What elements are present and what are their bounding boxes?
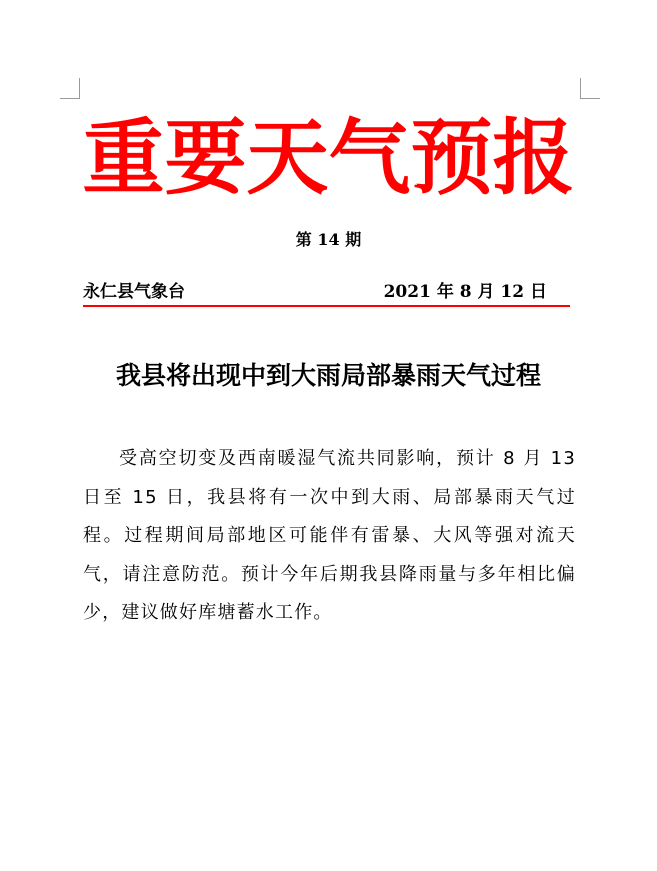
crop-mark-top-left [79, 78, 80, 98]
article-headline: 我县将出现中到大雨局部暴雨天气过程 [115, 361, 541, 390]
issuing-organization: 永仁县气象台 [83, 282, 185, 302]
issue-date: 2021 年 8 月 12 日 [383, 282, 547, 302]
red-divider-line [83, 305, 570, 307]
issue-number: 第 14 期 [295, 230, 362, 249]
crop-mark-top-right [580, 78, 581, 98]
crop-mark-top-left [60, 98, 80, 99]
article-body: 受高空切变及西南暖湿气流共同影响，预计 8 月 13 日至 15 日，我县将有一次中到大雨、局部暴雨天气过程。过程期间局部地区可能伴有雷暴、大风等强对流天气，请注意防范。预计今年后期我县降雨量与多年相比偏少，建议做好库塘蓄水工作。 [83, 448, 576, 623]
masthead-title: 重要天气预报 [82, 110, 575, 206]
crop-mark-top-right [580, 98, 600, 99]
